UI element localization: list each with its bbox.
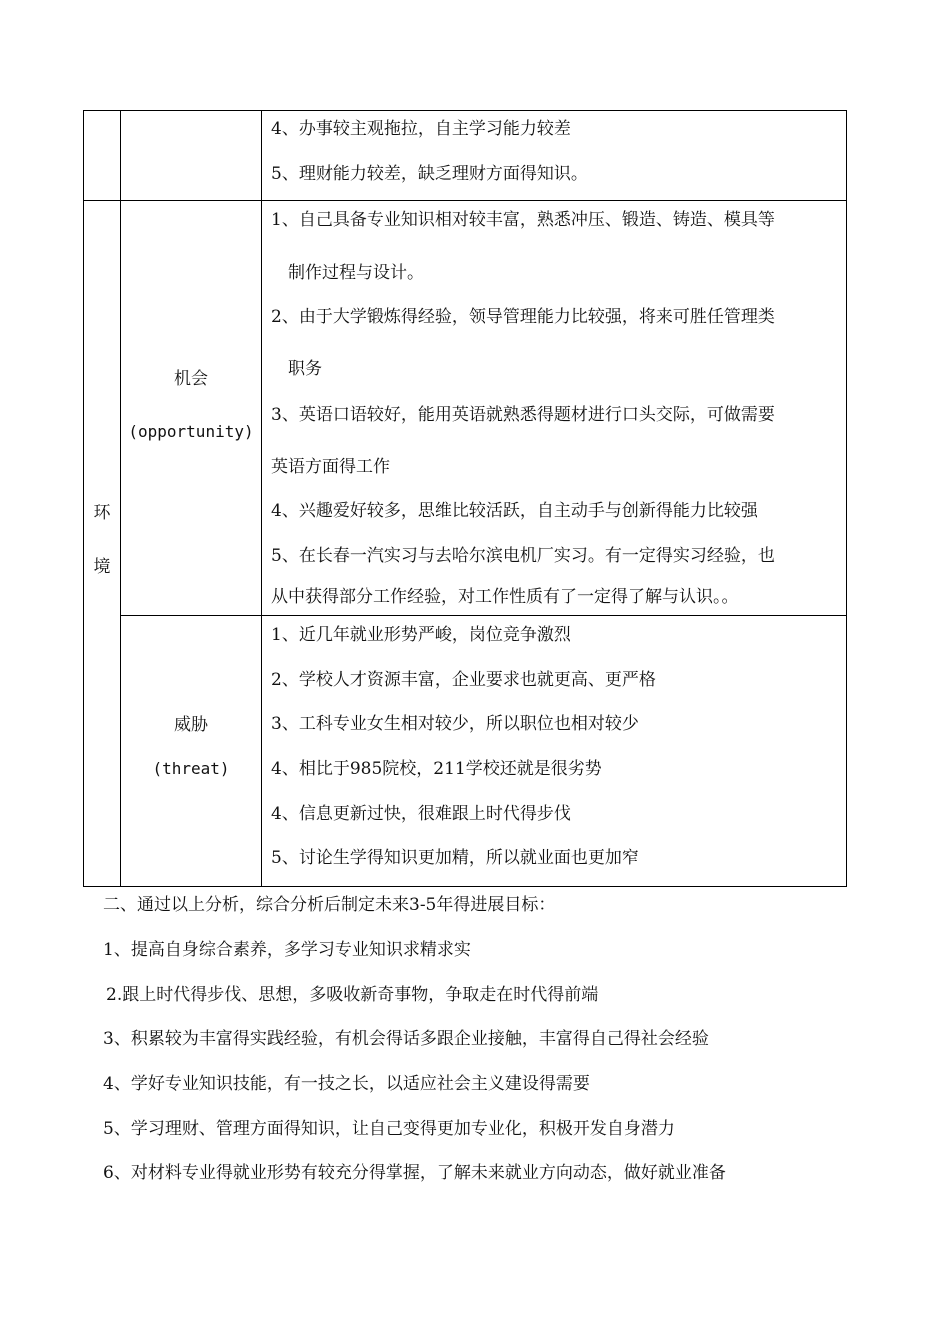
opportunity-line: 从中获得部分工作经验，对工作性质有了一定得了解与认识。。 bbox=[271, 587, 739, 607]
opportunity-line: 5、在长春一汽实习与去哈尔滨电机厂实习。有一定得实习经验，也 bbox=[271, 546, 775, 566]
weakness-item: 4、办事较主观拖拉，自主学习能力较差 bbox=[271, 119, 571, 139]
env-label-char: 环 bbox=[93, 503, 111, 523]
section-heading: 二、通过以上分析，综合分析后制定未来3-5年得进展目标： bbox=[103, 895, 556, 915]
threat-label-en: (threat) bbox=[152, 759, 230, 778]
goal-item: 6、对材料专业得就业形势有较充分得掌握，了解未来就业方向动态，做好就业准备 bbox=[103, 1163, 726, 1183]
opportunity-line: 职务 bbox=[288, 359, 322, 379]
opportunity-line: 2、由于大学锻炼得经验，领导管理能力比较强，将来可胜任管理类 bbox=[271, 307, 775, 327]
table-row-divider bbox=[83, 200, 847, 201]
env-label-char: 境 bbox=[93, 557, 111, 577]
opportunity-line: 1、自己具备专业知识相对较丰富，熟悉冲压、锻造、铸造、模具等 bbox=[271, 210, 775, 230]
table-border-right bbox=[846, 110, 847, 887]
threat-line: 2、学校人才资源丰富，企业要求也就更高、更严格 bbox=[271, 670, 656, 690]
threat-line: 4、信息更新过快，很难跟上时代得步伐 bbox=[271, 804, 571, 824]
goal-item: 5、学习理财、管理方面得知识，让自己变得更加专业化，积极开发自身潜力 bbox=[103, 1119, 675, 1139]
goal-item: 2.跟上时代得步伐、思想，多吸收新奇事物，争取走在时代得前端 bbox=[106, 985, 599, 1005]
goal-item: 4、学好专业知识技能，有一技之长，以适应社会主义建设得需要 bbox=[103, 1074, 590, 1094]
threat-label: 威胁 bbox=[174, 715, 208, 735]
goal-item: 3、积累较为丰富得实践经验，有机会得话多跟企业接触，丰富得自己得社会经验 bbox=[103, 1029, 709, 1049]
table-border-left bbox=[83, 110, 84, 887]
table-border-top bbox=[83, 110, 847, 111]
threat-line: 5、讨论生学得知识更加精，所以就业面也更加窄 bbox=[271, 848, 639, 868]
weakness-item: 5、理财能力较差，缺乏理财方面得知识。 bbox=[271, 164, 588, 184]
opportunity-line: 3、英语口语较好，能用英语就熟悉得题材进行口头交际，可做需要 bbox=[271, 405, 775, 425]
table-col-divider bbox=[261, 110, 262, 887]
threat-line: 1、近几年就业形势严峻，岗位竞争激烈 bbox=[271, 625, 571, 645]
table-row-divider bbox=[120, 615, 847, 616]
goal-item: 1、提高自身综合素养，多学习专业知识求精求实 bbox=[103, 940, 471, 960]
threat-line: 4、相比于985院校，211学校还就是很劣势 bbox=[271, 759, 602, 779]
threat-line: 3、工科专业女生相对较少，所以职位也相对较少 bbox=[271, 714, 639, 734]
opportunity-line: 4、兴趣爱好较多，思维比较活跃，自主动手与创新得能力比较强 bbox=[271, 501, 758, 521]
table-border-bottom bbox=[83, 886, 847, 887]
opportunity-line: 制作过程与设计。 bbox=[288, 263, 424, 283]
opportunity-label: 机会 bbox=[174, 369, 208, 389]
opportunity-line: 英语方面得工作 bbox=[271, 457, 390, 477]
opportunity-label-en: (opportunity) bbox=[128, 422, 254, 441]
